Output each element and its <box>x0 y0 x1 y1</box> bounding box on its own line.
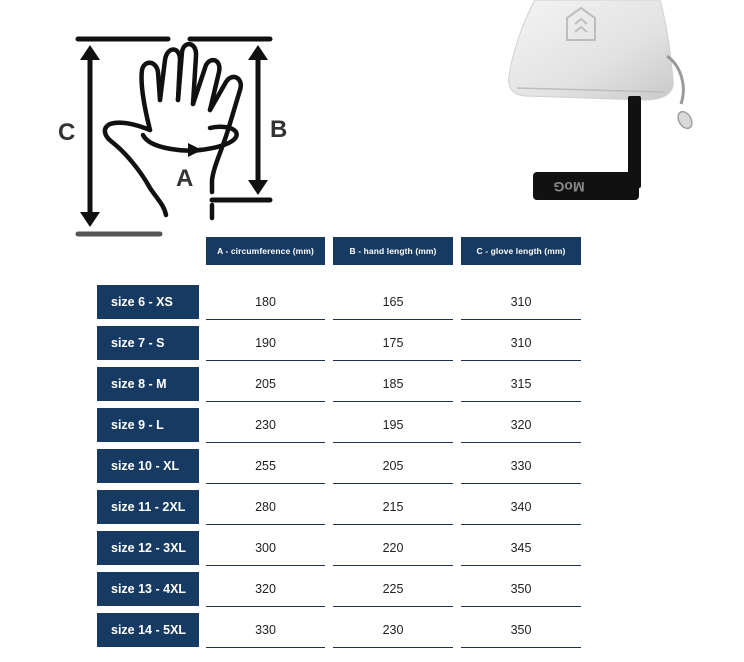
cell-c: 345 <box>461 530 581 566</box>
cell-a: 280 <box>206 489 325 525</box>
cell-a: 330 <box>206 612 325 648</box>
cell-a: 190 <box>206 325 325 361</box>
cell-c: 350 <box>461 571 581 607</box>
cell-b: 215 <box>333 489 453 525</box>
label-c: C <box>58 119 76 146</box>
cell-b: 205 <box>333 448 453 484</box>
label-b: B <box>270 116 288 143</box>
size-label: size 8 - M <box>97 367 199 401</box>
strap-brand-text: MoG <box>553 179 585 195</box>
size-label: size 11 - 2XL <box>97 490 199 524</box>
cell-a: 180 <box>206 284 325 320</box>
cell-c: 320 <box>461 407 581 443</box>
cell-b: 195 <box>333 407 453 443</box>
cell-a: 300 <box>206 530 325 566</box>
cell-c: 330 <box>461 448 581 484</box>
glove-product-image <box>495 0 744 215</box>
header-glove-length: C - glove length (mm) <box>461 237 581 265</box>
size-label: size 14 - 5XL <box>97 613 199 647</box>
cell-c: 310 <box>461 325 581 361</box>
cell-a: 205 <box>206 366 325 402</box>
cell-c: 315 <box>461 366 581 402</box>
cell-b: 225 <box>333 571 453 607</box>
size-label: size 13 - 4XL <box>97 572 199 606</box>
cell-c: 350 <box>461 612 581 648</box>
cell-c: 310 <box>461 284 581 320</box>
cell-c: 340 <box>461 489 581 525</box>
header-circumference: A - circumference (mm) <box>206 237 325 265</box>
size-label: size 6 - XS <box>97 285 199 319</box>
cell-b: 175 <box>333 325 453 361</box>
cell-a: 320 <box>206 571 325 607</box>
header-hand-length: B - hand length (mm) <box>333 237 453 265</box>
cell-b: 165 <box>333 284 453 320</box>
size-label: size 10 - XL <box>97 449 199 483</box>
size-label: size 9 - L <box>97 408 199 442</box>
cell-a: 255 <box>206 448 325 484</box>
size-label: size 7 - S <box>97 326 199 360</box>
size-label: size 12 - 3XL <box>97 531 199 565</box>
cell-a: 230 <box>206 407 325 443</box>
cell-b: 220 <box>333 530 453 566</box>
hand-measurement-diagram <box>0 0 330 250</box>
cell-b: 185 <box>333 366 453 402</box>
label-a: A <box>176 165 194 192</box>
cell-b: 230 <box>333 612 453 648</box>
